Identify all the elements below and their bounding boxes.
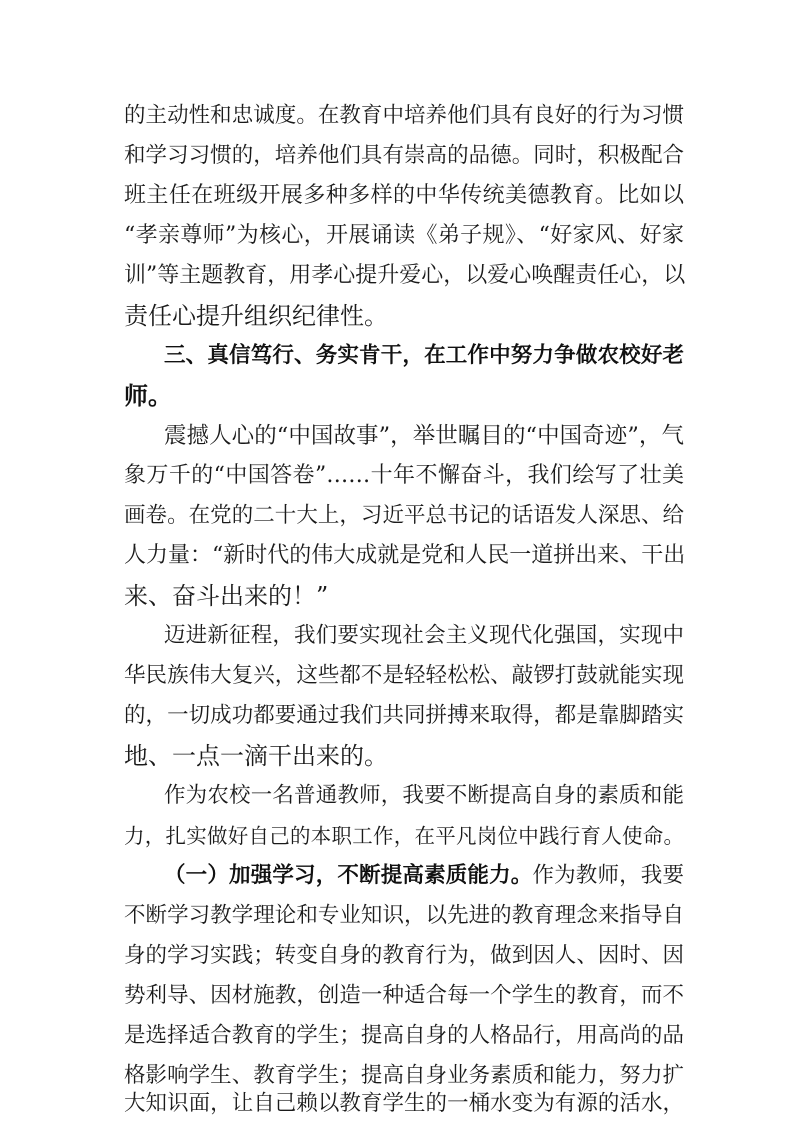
paragraph-line: 身的学习实践；转变自身的教育行为，做到因人、因时、因 — [124, 943, 684, 968]
paragraph-line: 象万千的“中国答卷”……十年不懈奋斗，我们绘写了壮美 — [124, 463, 684, 488]
paragraph-line: 和学习习惯的，培养他们具有崇高的品德。同时，积极配合 — [124, 143, 684, 168]
paragraph-line: 势利导、因材施教，创造一种适合每一个学生的教育，而不 — [124, 983, 684, 1008]
paragraph-line: 格影响学生、教育学生；提高自身业务素质和能力，努力扩 — [124, 1063, 684, 1088]
paragraph-line: 华民族伟大复兴，这些都不是轻轻松松、敲锣打鼓就能实现 — [124, 663, 684, 688]
paragraph-line: 来、奋斗出来的！” — [124, 582, 329, 610]
paragraph-line: 作为农校一名普通教师，我要不断提高自身的素质和能 — [164, 783, 684, 808]
paragraph-line: 迈进新征程，我们要实现社会主义现代化强国，实现中 — [164, 623, 684, 648]
paragraph-line: 的主动性和忠诚度。在教育中培养他们具有良好的行为习惯 — [124, 103, 684, 128]
paragraph-line: 力，扎实做好自己的本职工作，在平凡岗位中践行育人使命。 — [124, 824, 684, 848]
paragraph-line: 是选择适合教育的学生；提高自身的人格品行，用高尚的品 — [124, 1023, 684, 1048]
paragraph-line: 训”等主题教育，用孝心提升爱心，以爱心唤醒责任心，以 — [124, 263, 686, 288]
paragraph-line: “孝亲尊师”为核心，开展诵读《弟子规》、“好家风、好家 — [124, 223, 684, 248]
paragraph-line: 的，一切成功都要通过我们共同拼搏来取得，都是靠脚踏实 — [124, 703, 684, 728]
paragraph-line: 人力量：“新时代的伟大成就是党和人民一道拼出来、干出 — [124, 543, 686, 568]
section-heading-continued: 师。 — [124, 382, 172, 410]
paragraph-line: 地、一点一滴干出来的。 — [124, 742, 388, 770]
subsection-line — [164, 856, 684, 896]
paragraph-line: 大知识面，让自己赖以教育学生的一桶水变为有源的活水， — [124, 1091, 684, 1116]
paragraph-line: 画卷。在党的二十大上，习近平总书记的话语发人深思、给 — [124, 503, 684, 528]
paragraph-line: 班主任在班级开展多种多样的中华传统美德教育。比如以 — [124, 183, 684, 208]
subsection-heading: （一）加强学习，不断提高素质能力。 — [164, 863, 533, 888]
subsection-text: 作为教师，我要 — [532, 863, 684, 888]
section-heading: 三、真信笃行、务实肯干，在工作中努力争做农校好老 — [164, 343, 684, 368]
paragraph-line: 责任心提升组织纪律性。 — [124, 302, 388, 330]
paragraph-line: 不断学习教学理论和专业知识，以先进的教育理念来指导自 — [124, 903, 684, 928]
paragraph-line: 震撼人心的“中国故事”，举世瞩目的“中国奇迹”，气 — [164, 423, 684, 449]
